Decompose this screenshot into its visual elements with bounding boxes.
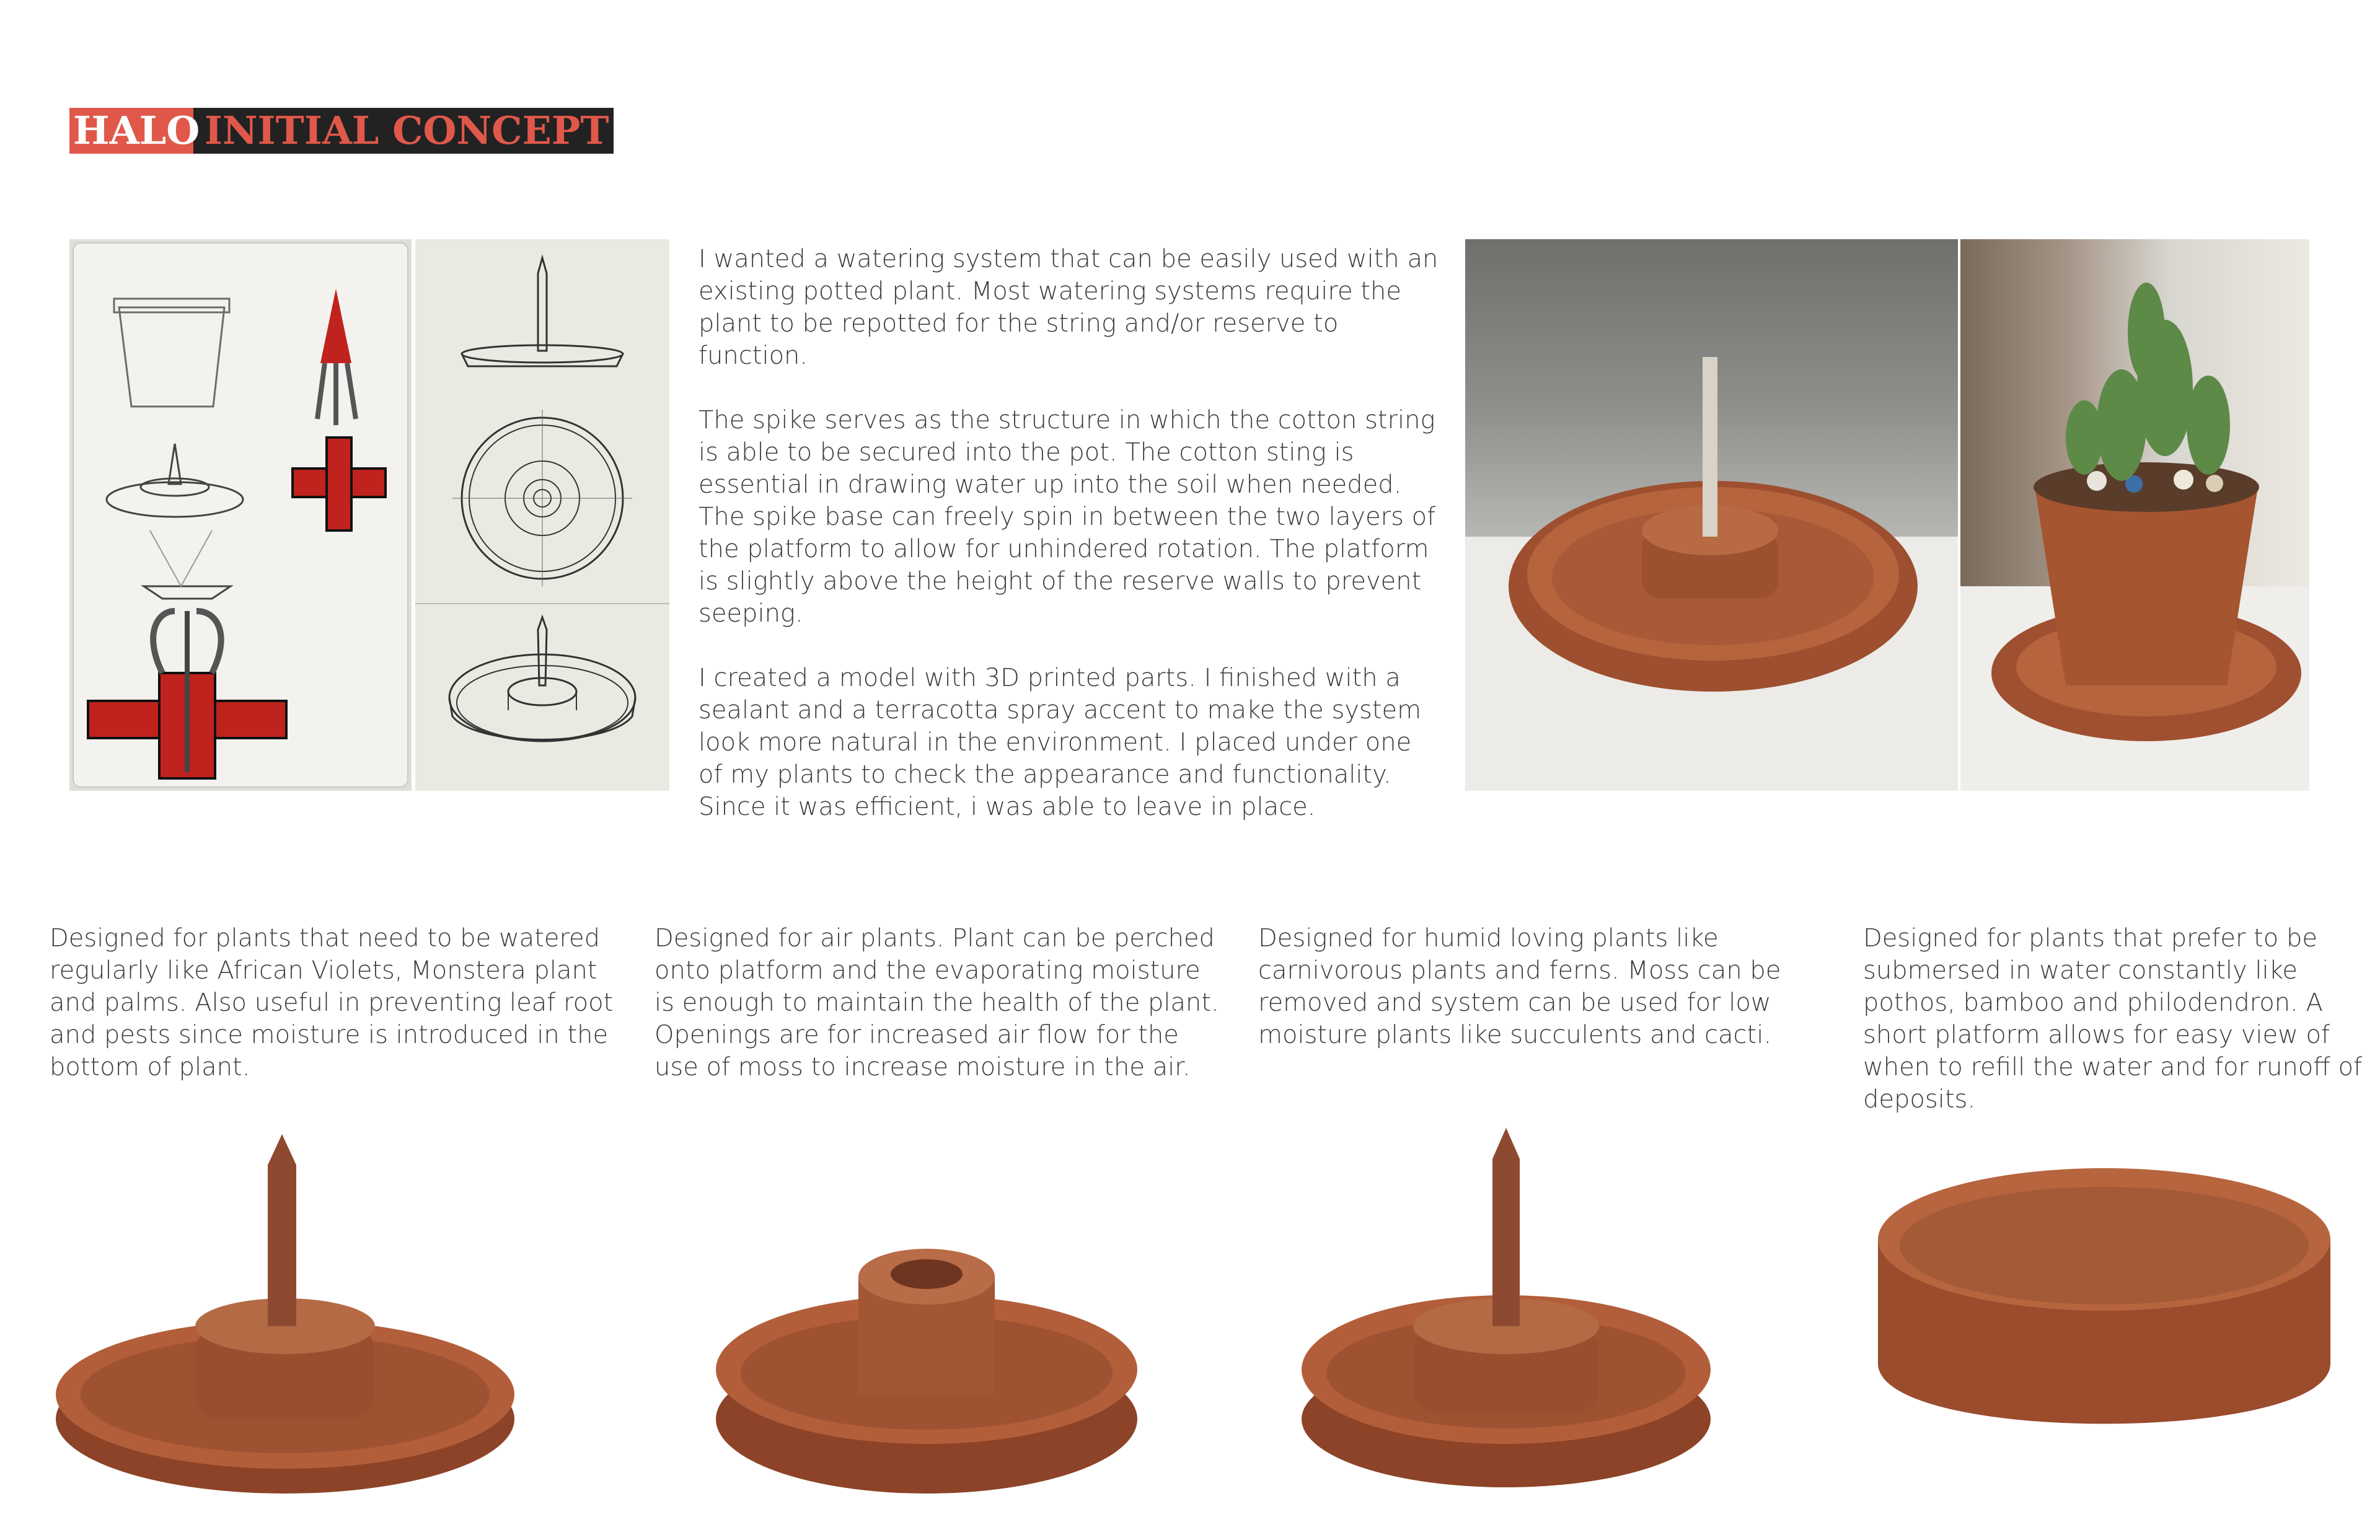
plant-photo bbox=[1960, 239, 2309, 791]
variant-2-description: Designed for air plants. Plant can be perched onto platform and the evaporating moisture is enough to maintain the health of the plant. Openings are for increased air flow for the use of moss to increase moisture in the air. bbox=[654, 924, 1219, 1081]
prototype-photo bbox=[1465, 239, 1958, 791]
variant-3-description: Designed for humid loving plants like carnivorous plants and ferns. Moss can be removed and system can be used for low moisture plants like succulents and cacti. bbox=[1258, 924, 1781, 1049]
variant-2-render bbox=[672, 1233, 1187, 1506]
variant-4-render bbox=[1866, 1159, 2343, 1487]
intro-text bbox=[699, 243, 1448, 823]
intro-paragraph: I created a model with 3D printed parts. I finished with a sealant and a terracotta spray accent to make the system look more natural in the environment. I placed under one of my plants to check the appearance and functionality. Since it was efficient, i was able to leave in place. bbox=[699, 664, 1422, 821]
cad-drawing-image bbox=[415, 239, 669, 791]
intro-paragraph: The spike serves as the structure in which the cotton string is able to be secured into the pot. The cotton sting is essential in drawing water up into the soil when needed. The spike base can freely spin in between the two layers of the platform to allow for unhindered rotation. The platform is slightly above the height of the reserve walls to prevent seeping. bbox=[699, 406, 1436, 628]
intro-paragraph: I wanted a watering system that can be easily used with an existing potted plant. Most watering systems require the plant to be repotted for the string and/or reserve to function. bbox=[699, 245, 1439, 370]
variant-1-description: Designed for plants that need to be watered regularly like African Violets, Monstera plant and palms. Also useful in preventing leaf root and pests since moisture is introduced in the bottom of plant. bbox=[50, 924, 614, 1081]
page-title: INITIAL CONCEPT bbox=[205, 108, 609, 153]
variant-4-description: Designed for plants that prefer to be submersed in water constantly like pothos, bamboo and philodendron. A short platform allows for easy view of when to refill the water and for runoff of deposits. bbox=[1863, 924, 2363, 1114]
variant-1-render bbox=[25, 1122, 583, 1506]
variant-3-render bbox=[1277, 1122, 1723, 1506]
title-brand: HALO bbox=[73, 108, 200, 153]
sketch-image bbox=[69, 239, 412, 791]
